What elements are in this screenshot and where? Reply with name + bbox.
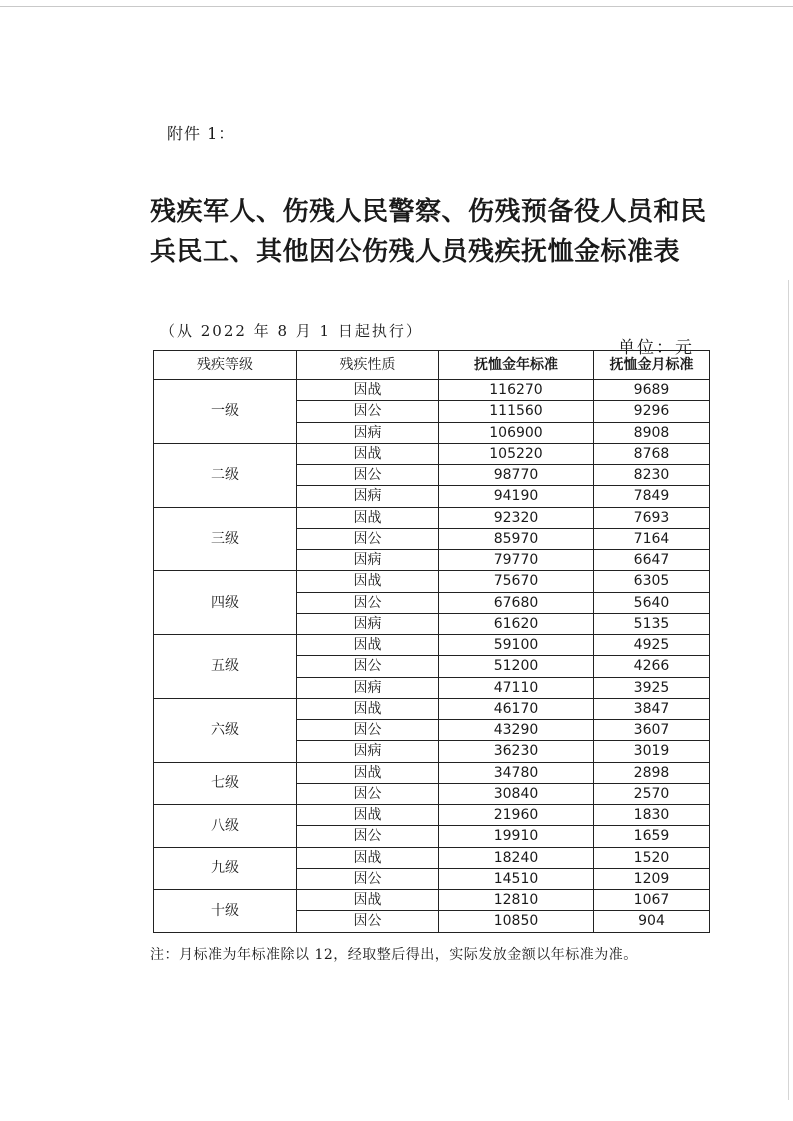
nature-cell: 因战 (297, 762, 439, 783)
annual-cell: 67680 (439, 592, 594, 613)
annual-cell: 85970 (439, 528, 594, 549)
grade-cell: 四级 (154, 571, 297, 635)
nature-cell: 因病 (297, 550, 439, 571)
monthly-cell: 6305 (594, 571, 710, 592)
grade-cell: 九级 (154, 847, 297, 890)
monthly-cell: 2570 (594, 783, 710, 804)
nature-cell: 因病 (297, 677, 439, 698)
table-row (154, 571, 710, 592)
monthly-cell: 1520 (594, 847, 710, 868)
monthly-cell: 6647 (594, 550, 710, 571)
annual-cell: 116270 (439, 380, 594, 401)
table-row (154, 805, 710, 826)
grade-cell: 十级 (154, 890, 297, 933)
nature-cell: 因公 (297, 911, 439, 932)
nature-cell: 因公 (297, 783, 439, 804)
monthly-cell: 7164 (594, 528, 710, 549)
annual-cell: 21960 (439, 805, 594, 826)
annual-cell: 92320 (439, 507, 594, 528)
annual-cell: 10850 (439, 911, 594, 932)
nature-cell: 因公 (297, 868, 439, 889)
table-row (154, 507, 710, 528)
annual-cell: 94190 (439, 486, 594, 507)
annual-cell: 111560 (439, 401, 594, 422)
nature-cell: 因公 (297, 465, 439, 486)
nature-cell: 因公 (297, 528, 439, 549)
grade-cell: 八级 (154, 805, 297, 848)
monthly-cell: 1209 (594, 868, 710, 889)
annual-cell: 30840 (439, 783, 594, 804)
monthly-cell: 9296 (594, 401, 710, 422)
nature-cell: 因病 (297, 741, 439, 762)
annual-cell: 19910 (439, 826, 594, 847)
monthly-cell: 7693 (594, 507, 710, 528)
title-line-2: 兵民工、其他因公伤残人员残疾抚恤金标准表 (150, 237, 681, 267)
nature-cell: 因病 (297, 613, 439, 634)
annual-cell: 59100 (439, 635, 594, 656)
annual-cell: 79770 (439, 550, 594, 571)
table-row (154, 762, 710, 783)
nature-cell: 因公 (297, 592, 439, 613)
pension-standard-table (153, 350, 710, 933)
table-row (154, 380, 710, 401)
nature-cell: 因战 (297, 890, 439, 911)
annual-cell: 34780 (439, 762, 594, 783)
table-row (154, 847, 710, 868)
nature-cell: 因公 (297, 826, 439, 847)
header-annual-standard: 抚恤金年标准 (439, 351, 594, 380)
monthly-cell: 904 (594, 911, 710, 932)
annual-cell: 98770 (439, 465, 594, 486)
unit-label: 单位：元 (618, 338, 694, 358)
monthly-cell: 2898 (594, 762, 710, 783)
attachment-label: 附件 1： (167, 124, 236, 143)
annual-cell: 12810 (439, 890, 594, 911)
nature-cell: 因战 (297, 571, 439, 592)
annual-cell: 36230 (439, 741, 594, 762)
grade-cell: 三级 (154, 507, 297, 571)
annual-cell: 46170 (439, 698, 594, 719)
monthly-cell: 5135 (594, 613, 710, 634)
monthly-cell: 4266 (594, 656, 710, 677)
table-row (154, 635, 710, 656)
header-disability-nature: 残疾性质 (297, 351, 439, 380)
table-header-row (154, 351, 710, 380)
monthly-cell: 1067 (594, 890, 710, 911)
table-body (154, 380, 710, 933)
grade-cell: 七级 (154, 762, 297, 805)
scan-edge-top (0, 6, 793, 7)
nature-cell: 因公 (297, 401, 439, 422)
nature-cell: 因战 (297, 698, 439, 719)
nature-cell: 因公 (297, 720, 439, 741)
nature-cell: 因战 (297, 380, 439, 401)
title-line-1: 残疾军人、伤残人民警察、伤残预备役人员和民 (150, 197, 707, 227)
annual-cell: 51200 (439, 656, 594, 677)
nature-cell: 因战 (297, 635, 439, 656)
monthly-cell: 3019 (594, 741, 710, 762)
monthly-cell: 8230 (594, 465, 710, 486)
monthly-cell: 5640 (594, 592, 710, 613)
annual-cell: 75670 (439, 571, 594, 592)
scan-edge-right (788, 280, 789, 1100)
effective-date: （从 2022 年 8 月 1 日起执行） (160, 322, 423, 340)
annual-cell: 106900 (439, 422, 594, 443)
annual-cell: 47110 (439, 677, 594, 698)
nature-cell: 因病 (297, 422, 439, 443)
header-disability-grade: 残疾等级 (154, 351, 297, 380)
table-row (154, 698, 710, 719)
monthly-cell: 8768 (594, 443, 710, 464)
grade-cell: 二级 (154, 443, 297, 507)
grade-cell: 五级 (154, 635, 297, 699)
table-row (154, 890, 710, 911)
nature-cell: 因战 (297, 847, 439, 868)
monthly-cell: 4925 (594, 635, 710, 656)
nature-cell: 因公 (297, 656, 439, 677)
table-row (154, 443, 710, 464)
monthly-cell: 3925 (594, 677, 710, 698)
grade-cell: 一级 (154, 380, 297, 444)
nature-cell: 因病 (297, 486, 439, 507)
nature-cell: 因战 (297, 507, 439, 528)
nature-cell: 因战 (297, 805, 439, 826)
annual-cell: 61620 (439, 613, 594, 634)
nature-cell: 因战 (297, 443, 439, 464)
grade-cell: 六级 (154, 698, 297, 762)
footnote: 注：月标准为年标准除以 12，经取整后得出，实际发放金额以年标准为准。 (150, 947, 638, 963)
monthly-cell: 1659 (594, 826, 710, 847)
document-title (150, 192, 750, 272)
annual-cell: 43290 (439, 720, 594, 741)
annual-cell: 14510 (439, 868, 594, 889)
monthly-cell: 7849 (594, 486, 710, 507)
annual-cell: 18240 (439, 847, 594, 868)
monthly-cell: 3847 (594, 698, 710, 719)
monthly-cell: 1830 (594, 805, 710, 826)
annual-cell: 105220 (439, 443, 594, 464)
monthly-cell: 3607 (594, 720, 710, 741)
header-monthly-standard: 抚恤金月标准 (594, 351, 710, 380)
monthly-cell: 9689 (594, 380, 710, 401)
monthly-cell: 8908 (594, 422, 710, 443)
